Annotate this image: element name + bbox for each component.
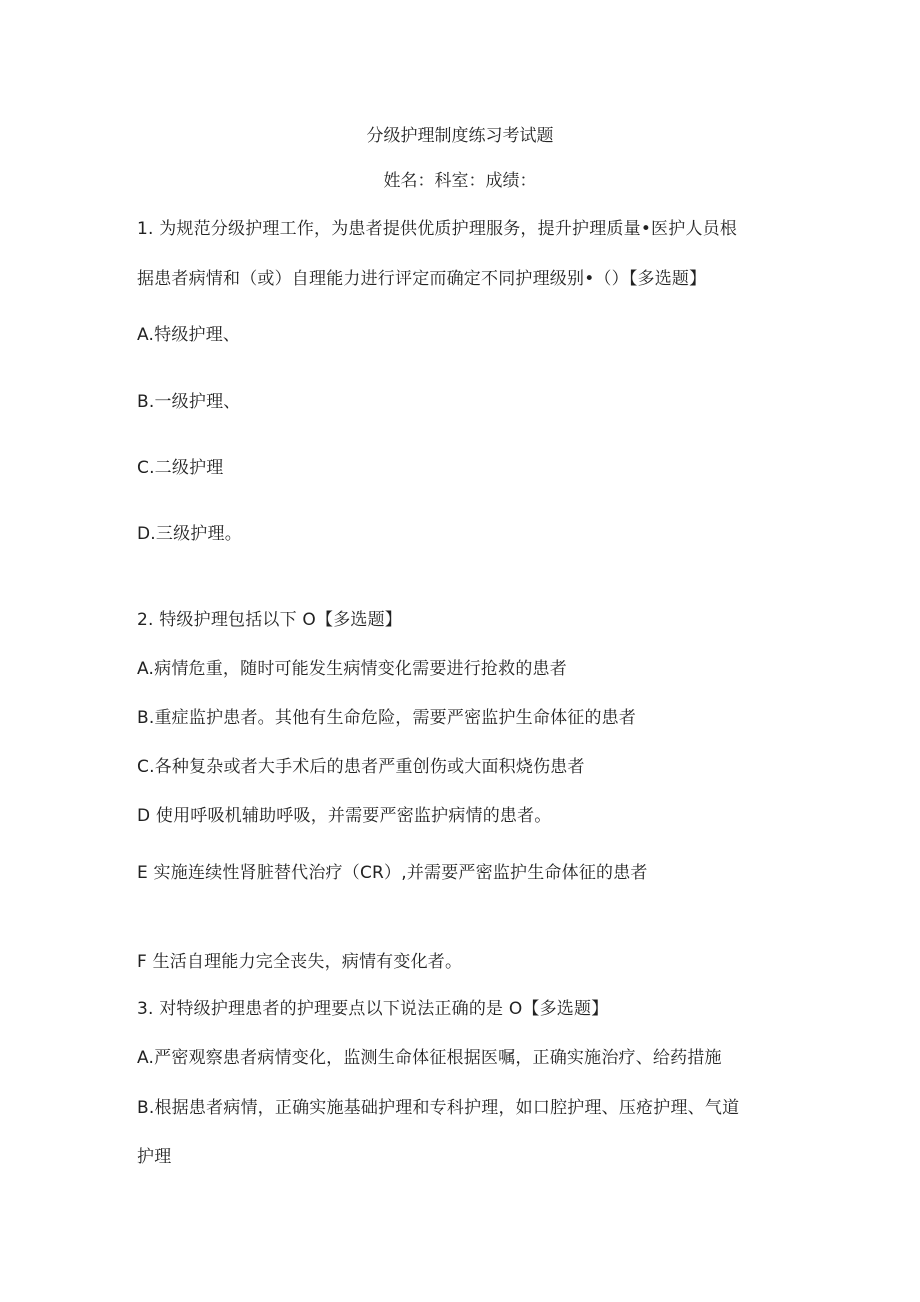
question-3-stem: 3. 对特级护理患者的护理要点以下说法正确的是 O【多选题】 xyxy=(137,999,609,1019)
question-3-option-a: A.严密观察患者病情变化，监测生命体征根据医嘱，正确实施治疗、给药措施 xyxy=(137,1048,722,1068)
question-1-stem-line-1: 1. 为规范分级护理工作，为患者提供优质护理服务，提升护理质量•医护人员根 xyxy=(137,219,738,239)
question-2-stem: 2. 特级护理包括以下 O【多选题】 xyxy=(137,610,403,630)
question-3-option-b-line-1: B.根据患者病情，正确实施基础护理和专科护理，如口腔护理、压疮护理、气道 xyxy=(137,1098,740,1118)
question-1-option-a: A.特级护理、 xyxy=(137,325,241,345)
question-1-option-c: C.二级护理 xyxy=(137,458,224,478)
question-2-option-e: E 实施连续性肾脏替代治疗（CR）,并需要严密监护生命体征的患者 xyxy=(137,863,648,883)
exam-title: 分级护理制度练习考试题 xyxy=(366,126,554,146)
question-2-option-c: C.各种复杂或者大手术后的患者严重创伤或大面积烧伤患者 xyxy=(137,757,585,777)
question-2-option-f: F 生活自理能力完全丧失，病情有变化者。 xyxy=(137,952,463,972)
question-3-option-b-line-2: 护理 xyxy=(137,1147,172,1167)
question-2-option-d: D 使用呼吸机辅助呼吸，并需要严密监护病情的患者。 xyxy=(137,806,552,826)
exam-info-fields: 姓名：科室：成绩： xyxy=(383,171,537,191)
question-2-option-a: A.病情危重，随时可能发生病情变化需要进行抢救的患者 xyxy=(137,659,567,679)
question-2-option-b: B.重症监护患者。其他有生命危险，需要严密监护生命体征的患者 xyxy=(137,708,637,728)
question-1-option-d: D.三级护理。 xyxy=(137,524,242,544)
question-1-option-b: B.一级护理、 xyxy=(137,392,241,412)
question-1-stem-line-2: 据患者病情和（或）自理能力进行评定而确定不同护理级别•（）【多选题】 xyxy=(137,269,707,289)
